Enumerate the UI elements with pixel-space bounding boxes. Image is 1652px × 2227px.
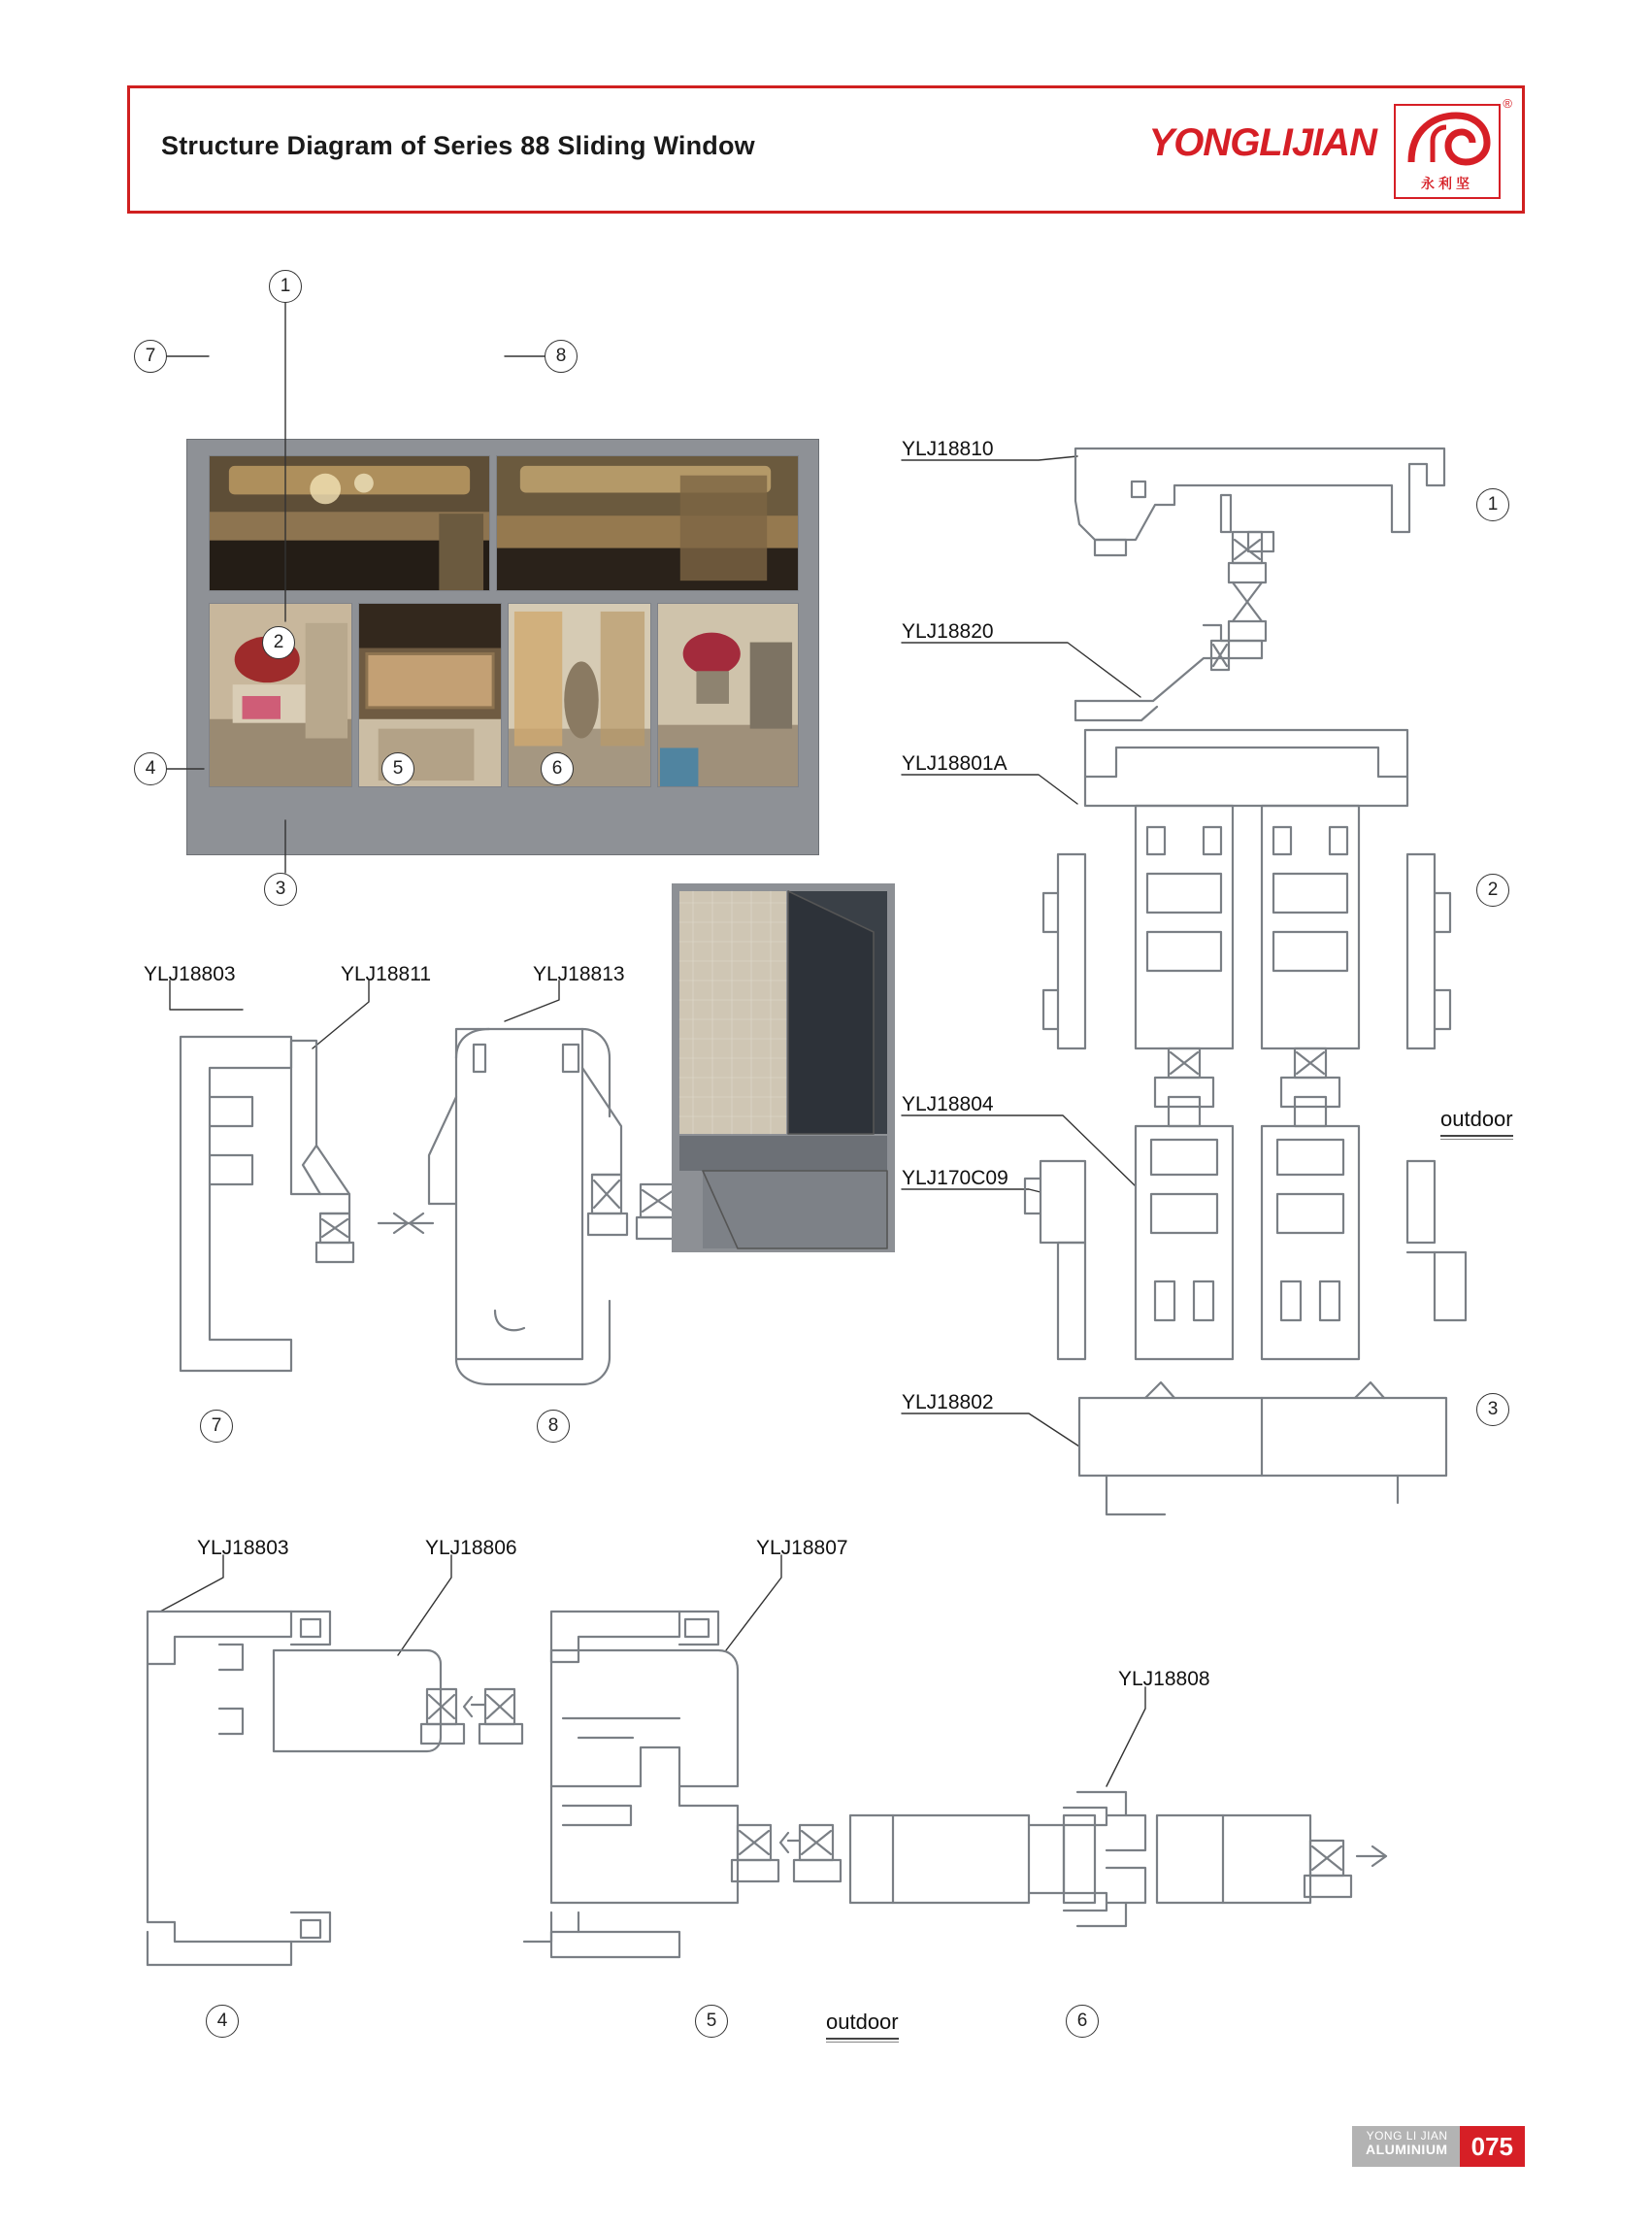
part-label-ylj18820: YLJ18820 xyxy=(902,620,994,643)
bottom-callout-4: 4 xyxy=(206,2005,239,2038)
bottom-callout-6: 6 xyxy=(1066,2005,1099,2038)
footer-company-line1: YONG LI JIAN xyxy=(1366,2129,1448,2143)
photo-pane-bottom-2 xyxy=(358,603,502,787)
middle-callout-8: 8 xyxy=(537,1410,570,1443)
bottom-callout-5: 5 xyxy=(695,2005,728,2038)
photo-callout-8: 8 xyxy=(545,340,578,373)
outdoor-label-bottom: outdoor xyxy=(826,2010,899,2040)
interior-image-6 xyxy=(658,604,798,786)
part-label-ylj18803-top: YLJ18803 xyxy=(144,963,236,985)
photo-callout-4: 4 xyxy=(134,752,167,785)
part-label-ylj18804: YLJ18804 xyxy=(902,1093,994,1115)
photo-callout-5: 5 xyxy=(381,752,414,785)
brand-logo-chinese: 永利坚 xyxy=(1421,176,1473,191)
photo-callout-6: 6 xyxy=(541,752,574,785)
logo-swoosh-icon xyxy=(1405,112,1491,168)
middle-callout-7: 7 xyxy=(200,1410,233,1443)
photo-callout-3: 3 xyxy=(264,873,297,906)
part-label-ylj18806: YLJ18806 xyxy=(425,1537,517,1559)
outdoor-label-main: outdoor xyxy=(1440,1107,1513,1137)
page-title: Structure Diagram of Series 88 Sliding Window xyxy=(161,131,755,160)
part-label-ylj18813: YLJ18813 xyxy=(533,963,625,985)
photo-pane-top-left xyxy=(209,455,490,591)
photo-callout-7: 7 xyxy=(134,340,167,373)
photo-callout-2: 2 xyxy=(262,626,295,659)
photo-pane-top-right xyxy=(496,455,799,591)
part-label-ylj18808: YLJ18808 xyxy=(1118,1668,1210,1690)
part-label-ylj170c09: YLJ170C09 xyxy=(902,1167,1008,1189)
page-number: 075 xyxy=(1460,2126,1525,2167)
part-label-ylj18810: YLJ18810 xyxy=(902,438,994,460)
brand-logo xyxy=(1394,96,1512,199)
part-label-ylj18807: YLJ18807 xyxy=(756,1537,848,1559)
brand-wordmark: YONGLIJIAN xyxy=(1148,121,1376,164)
footer-company-line2: ALUMINIUM xyxy=(1366,2141,1448,2157)
interior-image-1 xyxy=(210,456,489,590)
main-callout-2: 2 xyxy=(1476,874,1509,907)
main-callout-3: 3 xyxy=(1476,1393,1509,1426)
part-label-ylj18802: YLJ18802 xyxy=(902,1391,994,1413)
interior-image-4 xyxy=(359,604,501,786)
photo-pane-bottom-3 xyxy=(508,603,651,787)
photo-pane-bottom-4 xyxy=(657,603,799,787)
part-label-ylj18803-bottom: YLJ18803 xyxy=(197,1537,289,1559)
page-header xyxy=(127,85,1525,214)
interior-image-5 xyxy=(509,604,650,786)
interior-image-2 xyxy=(497,456,798,590)
page-footer xyxy=(1352,2126,1525,2167)
photo-callout-1: 1 xyxy=(269,270,302,303)
part-label-ylj18801a: YLJ18801A xyxy=(902,752,1008,775)
main-callout-1: 1 xyxy=(1476,488,1509,521)
registered-mark-icon: ® xyxy=(1503,96,1512,111)
footer-company xyxy=(1352,2126,1460,2167)
part-label-ylj18811: YLJ18811 xyxy=(341,963,432,985)
